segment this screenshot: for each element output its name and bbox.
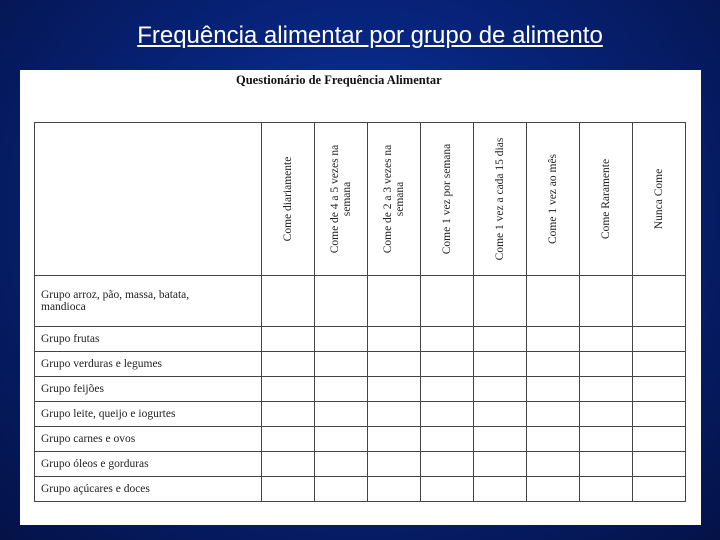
answer-cell[interactable] (368, 427, 421, 452)
answer-cell[interactable] (421, 327, 474, 352)
column-header-label: Nunca Come (653, 168, 665, 230)
table-row (35, 402, 686, 427)
answer-cell[interactable] (633, 427, 686, 452)
answer-cell[interactable] (580, 477, 633, 502)
row-header (35, 327, 262, 352)
column-header-label: Come de 4 a 5 vezes na semana (329, 144, 353, 254)
row-header (35, 452, 262, 477)
food-group-label: Grupo feijões (41, 383, 104, 395)
answer-cell[interactable] (527, 477, 580, 502)
answer-cell[interactable] (633, 276, 686, 327)
answer-cell[interactable] (368, 477, 421, 502)
frequency-table (34, 122, 686, 502)
answer-cell[interactable] (315, 402, 368, 427)
answer-cell[interactable] (474, 377, 527, 402)
table-row (35, 327, 686, 352)
slide-title: Frequência alimentar por grupo de alimento (137, 22, 603, 49)
food-group-label: Grupo frutas (41, 333, 100, 345)
answer-cell[interactable] (633, 352, 686, 377)
column-header-label: Come de 2 a 3 vezes na semana (382, 144, 406, 254)
answer-cell[interactable] (527, 352, 580, 377)
answer-cell[interactable] (315, 276, 368, 327)
answer-cell[interactable] (315, 377, 368, 402)
answer-cell[interactable] (527, 327, 580, 352)
answer-cell[interactable] (315, 427, 368, 452)
questionnaire-sheet (20, 70, 701, 525)
column-header (368, 123, 421, 276)
answer-cell[interactable] (368, 327, 421, 352)
answer-cell[interactable] (474, 327, 527, 352)
answer-cell[interactable] (580, 377, 633, 402)
answer-cell[interactable] (421, 377, 474, 402)
answer-cell[interactable] (315, 452, 368, 477)
answer-cell[interactable] (315, 327, 368, 352)
column-header (315, 123, 368, 276)
answer-cell[interactable] (474, 352, 527, 377)
answer-cell[interactable] (421, 352, 474, 377)
answer-cell[interactable] (368, 352, 421, 377)
header-row (35, 123, 686, 276)
column-header-label: Come 1 vez a cada 15 dias (494, 137, 506, 261)
column-header-label: Come diariamente (282, 156, 294, 242)
answer-cell[interactable] (474, 477, 527, 502)
answer-cell[interactable] (580, 452, 633, 477)
food-group-label: Grupo leite, queijo e iogurtes (41, 408, 176, 420)
answer-cell[interactable] (315, 477, 368, 502)
table-row (35, 427, 686, 452)
table-row (35, 452, 686, 477)
answer-cell[interactable] (262, 477, 315, 502)
column-header-label: Come 1 vez ao mês (547, 153, 559, 245)
column-header (580, 123, 633, 276)
answer-cell[interactable] (474, 402, 527, 427)
answer-cell[interactable] (580, 327, 633, 352)
answer-cell[interactable] (315, 352, 368, 377)
column-header (262, 123, 315, 276)
answer-cell[interactable] (421, 477, 474, 502)
answer-cell[interactable] (262, 427, 315, 452)
answer-cell[interactable] (527, 427, 580, 452)
answer-cell[interactable] (633, 327, 686, 352)
answer-cell[interactable] (633, 452, 686, 477)
answer-cell[interactable] (421, 452, 474, 477)
answer-cell[interactable] (262, 377, 315, 402)
answer-cell[interactable] (633, 377, 686, 402)
answer-cell[interactable] (262, 276, 315, 327)
header-corner-cell (35, 123, 262, 276)
row-header (35, 352, 262, 377)
table-row (35, 276, 686, 327)
answer-cell[interactable] (368, 452, 421, 477)
row-header (35, 402, 262, 427)
answer-cell[interactable] (633, 477, 686, 502)
column-header (474, 123, 527, 276)
row-header (35, 427, 262, 452)
column-header-label: Come 1 vez por semana (441, 143, 453, 255)
column-header (527, 123, 580, 276)
answer-cell[interactable] (368, 276, 421, 327)
food-group-label: Grupo verduras e legumes (41, 358, 163, 370)
answer-cell[interactable] (527, 276, 580, 327)
answer-cell[interactable] (474, 427, 527, 452)
row-header (35, 276, 262, 327)
answer-cell[interactable] (368, 402, 421, 427)
table-row (35, 377, 686, 402)
answer-cell[interactable] (421, 427, 474, 452)
answer-cell[interactable] (262, 327, 315, 352)
answer-cell[interactable] (262, 402, 315, 427)
answer-cell[interactable] (474, 276, 527, 327)
answer-cell[interactable] (474, 452, 527, 477)
food-group-label: Grupo arroz, pão, massa, batata, mandioca (41, 289, 190, 313)
food-group-label: Grupo açúcares e doces (41, 483, 150, 495)
column-header-label: Come Raramente (600, 158, 612, 240)
answer-cell[interactable] (527, 377, 580, 402)
answer-cell[interactable] (580, 352, 633, 377)
answer-cell[interactable] (421, 402, 474, 427)
answer-cell[interactable] (580, 427, 633, 452)
answer-cell[interactable] (421, 276, 474, 327)
answer-cell[interactable] (262, 352, 315, 377)
answer-cell[interactable] (368, 377, 421, 402)
answer-cell[interactable] (262, 452, 315, 477)
answer-cell[interactable] (633, 402, 686, 427)
answer-cell[interactable] (580, 402, 633, 427)
answer-cell[interactable] (527, 452, 580, 477)
questionnaire-title: Questionário de Frequência Alimentar (236, 73, 442, 87)
food-group-label: Grupo carnes e ovos (41, 433, 136, 445)
column-header (421, 123, 474, 276)
table-row (35, 352, 686, 377)
answer-cell[interactable] (527, 402, 580, 427)
row-header (35, 377, 262, 402)
answer-cell[interactable] (580, 276, 633, 327)
row-header (35, 477, 262, 502)
column-header (633, 123, 686, 276)
food-group-label: Grupo óleos e gorduras (41, 458, 149, 470)
table-row (35, 477, 686, 502)
